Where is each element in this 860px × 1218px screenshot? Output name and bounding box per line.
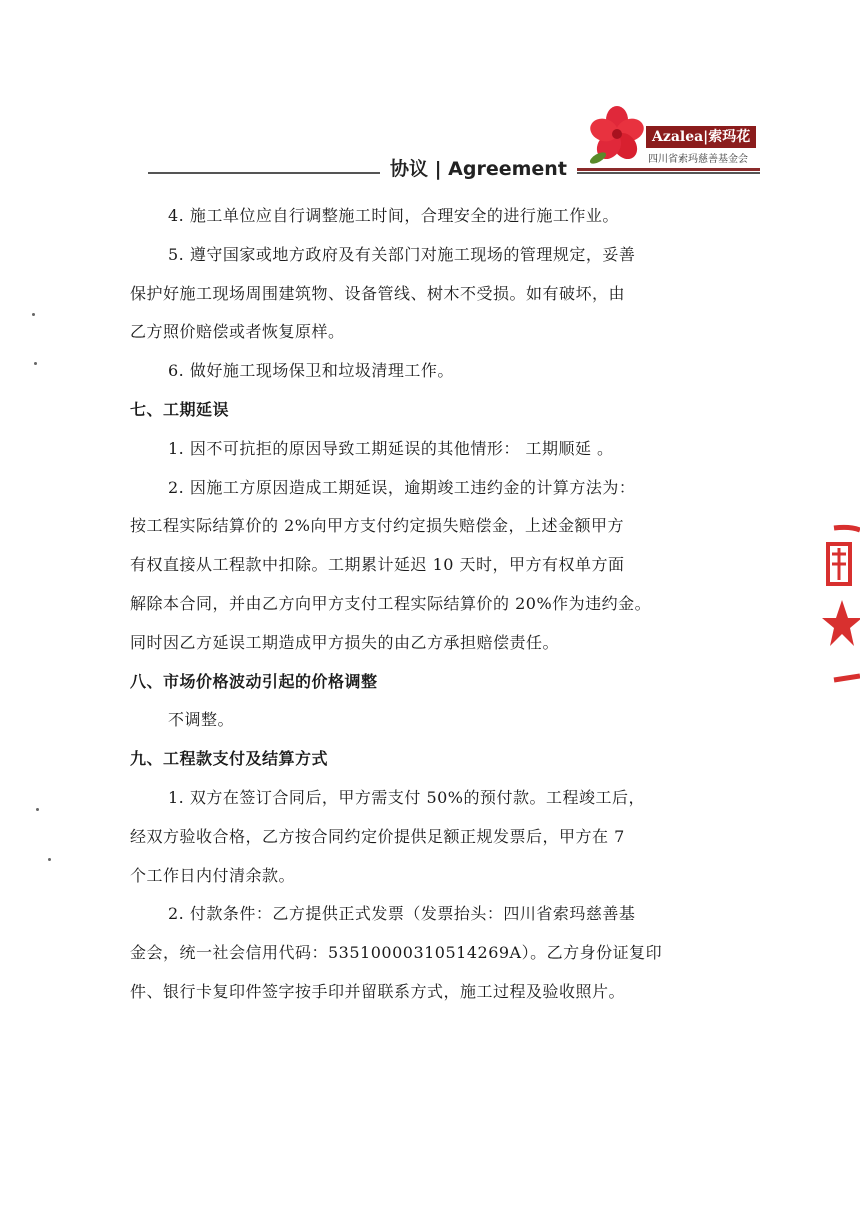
body-line: 解除本合同，并由乙方向甲方支付工程实际结算价的 20%作为违约金。 [130,593,652,613]
body-line: 不调整。 [168,710,235,730]
scan-speck [34,362,37,365]
section-heading: 九、工程款支付及结算方式 [130,749,329,769]
body-line: 金会，统一社会信用代码：53510000310514269A）。乙方身份证复印 [130,943,663,963]
scan-speck [36,808,39,811]
red-seal-stamp-icon [804,520,860,700]
body-line: 2. 付款条件：乙方提供正式发票（发票抬头：四川省索玛慈善基 [168,904,636,924]
body-line: 1. 双方在签订合同后，甲方需支付 50%的预付款。工程竣工后， [168,787,646,807]
body-line: 个工作日内付清余款。 [130,865,296,885]
body-line: 4. 施工单位应自行调整施工时间，合理安全的进行施工作业。 [168,206,619,225]
body-line: 保护好施工现场周围建筑物、设备管线、树木不受损。如有破坏，由 [130,283,626,303]
body-line: 5. 遵守国家或地方政府及有关部门对施工现场的管理规定，妥善 [168,244,636,264]
brand-logo-text: Azalea|索玛花 [646,126,756,148]
body-line: 件、银行卡复印件签字按手印并留联系方式，施工过程及验收照片。 [130,981,626,1001]
azalea-flower-icon [586,104,648,166]
body-line: 按工程实际结算价的 2%向甲方支付约定损失赔偿金，上述金额甲方 [130,516,624,536]
brand-subtitle: 四川省索玛慈善基金会 [648,154,748,165]
body-line: 1. 因不可抗拒的原因导致工期延误的其他情形： 工期顺延 。 [168,438,614,458]
body-line: 2. 因施工方原因造成工期延误，逾期竣工违约金的计算方法为： [168,477,636,497]
page-title: 协议 | Agreement [380,152,577,186]
body-line: 6. 做好施工现场保卫和垃圾清理工作。 [168,361,454,381]
body-line: 经双方验收合格，乙方按合同约定价提供足额正规发票后，甲方在 7 [130,826,625,846]
agreement-body [130,197,690,1012]
scan-speck [32,313,35,316]
section-heading: 八、市场价格波动引起的价格调整 [130,671,378,691]
section-heading: 七、工期延误 [130,399,230,419]
body-line: 乙方照价赔偿或者恢复原样。 [130,322,345,342]
body-line: 同时因乙方延误工期造成甲方损失的由乙方承担赔偿责任。 [130,632,560,652]
scan-speck [48,858,51,861]
body-line: 有权直接从工程款中扣除。工期累计延迟 10 天时，甲方有权单方面 [130,555,625,575]
